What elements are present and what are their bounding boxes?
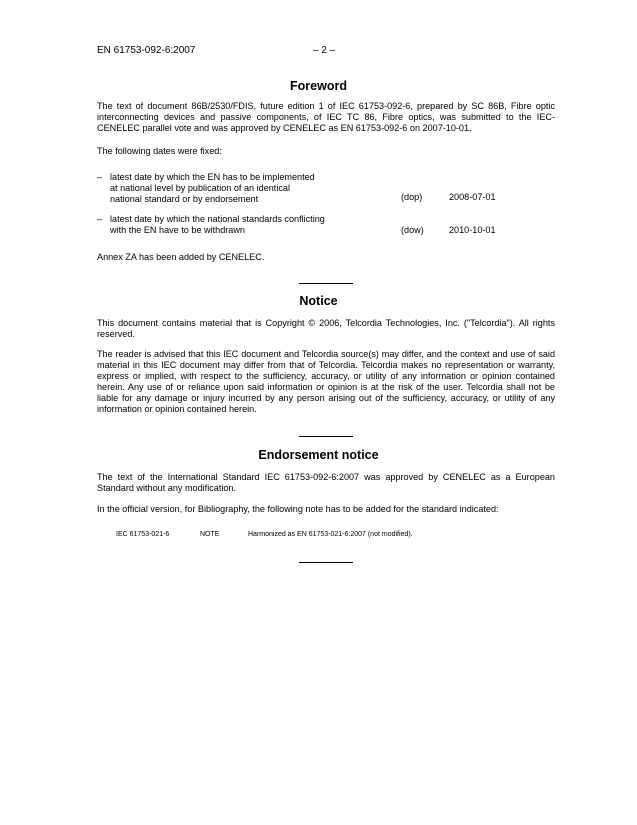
endorsement-paragraph: The text of the International Standard IEC 61753-092-6:2007 was approved by CENELEC as a European Standard without any modification.	[97, 472, 555, 493]
document-id: EN 61753-092-6:2007	[97, 45, 196, 56]
bibliography-note-intro: In the official version, for Bibliography, the following note has to be added for the standard indicated:	[97, 504, 499, 514]
list-dash: –	[97, 172, 103, 182]
notice-title: Notice	[299, 294, 338, 308]
note-label: NOTE	[200, 531, 220, 538]
date-value: 2008-07-01	[449, 192, 496, 202]
dates-intro: The following dates were fixed:	[97, 146, 222, 156]
date-value: 2010-10-01	[449, 225, 496, 235]
section-divider	[299, 436, 353, 437]
section-divider	[299, 562, 353, 563]
note-standard-ref: IEC 61753-021-6	[116, 531, 170, 538]
date-item-text-line: at national level by publication of an identical	[110, 183, 290, 193]
notice-copyright-paragraph: This document contains material that is Copyright © 2006, Telcordia Technologies, Inc. ("Telcordia"). All rights reserved.	[97, 318, 555, 339]
date-item-text-line: latest date by which the national standards conflicting	[110, 214, 325, 224]
date-code: (dow)	[401, 225, 424, 235]
page-number: – 2 –	[313, 45, 336, 56]
date-item-text-line: with the EN have to be withdrawn	[110, 225, 245, 235]
date-code: (dop)	[401, 192, 423, 202]
endorsement-title: Endorsement notice	[258, 448, 379, 462]
section-divider	[299, 283, 353, 284]
date-item-text-line: latest date by which the EN has to be implemented	[110, 172, 315, 182]
date-item-text-line: national standard or by endorsement	[110, 194, 259, 204]
note-text: Harmonized as EN 61753-021-6:2007 (not modified).	[248, 531, 413, 538]
annex-note: Annex ZA has been added by CENELEC.	[97, 252, 265, 262]
foreword-title: Foreword	[290, 79, 347, 93]
list-dash: –	[97, 214, 103, 224]
foreword-paragraph: The text of document 86B/2530/FDIS, future edition 1 of IEC 61753-092-6, prepared by SC 86B, Fibre optic interconnecting devices and passive components, of IEC TC 86, Fibre optics, was submitted to the IEC-CENELEC parallel vote and was approved by CENELEC as EN 61753-092-6 on 2007-10-01.	[97, 101, 555, 133]
notice-disclaimer-paragraph: The reader is advised that this IEC document and Telcordia source(s) may differ, and the context and use of said material in this IEC document may differ from that of Telcordia. Telcordia makes no representation or warranty, express or implied, with respect to the sufficiency, accuracy, or utility of any information or opinion contained herein. Any use of or reliance upon said information or opinion is at the risk of the user. Telcordia shall not be liable for any damage or injury incurred by any person arising out of the sufficiency, accuracy, or utility of any information or opinion contained herein.	[97, 349, 555, 414]
